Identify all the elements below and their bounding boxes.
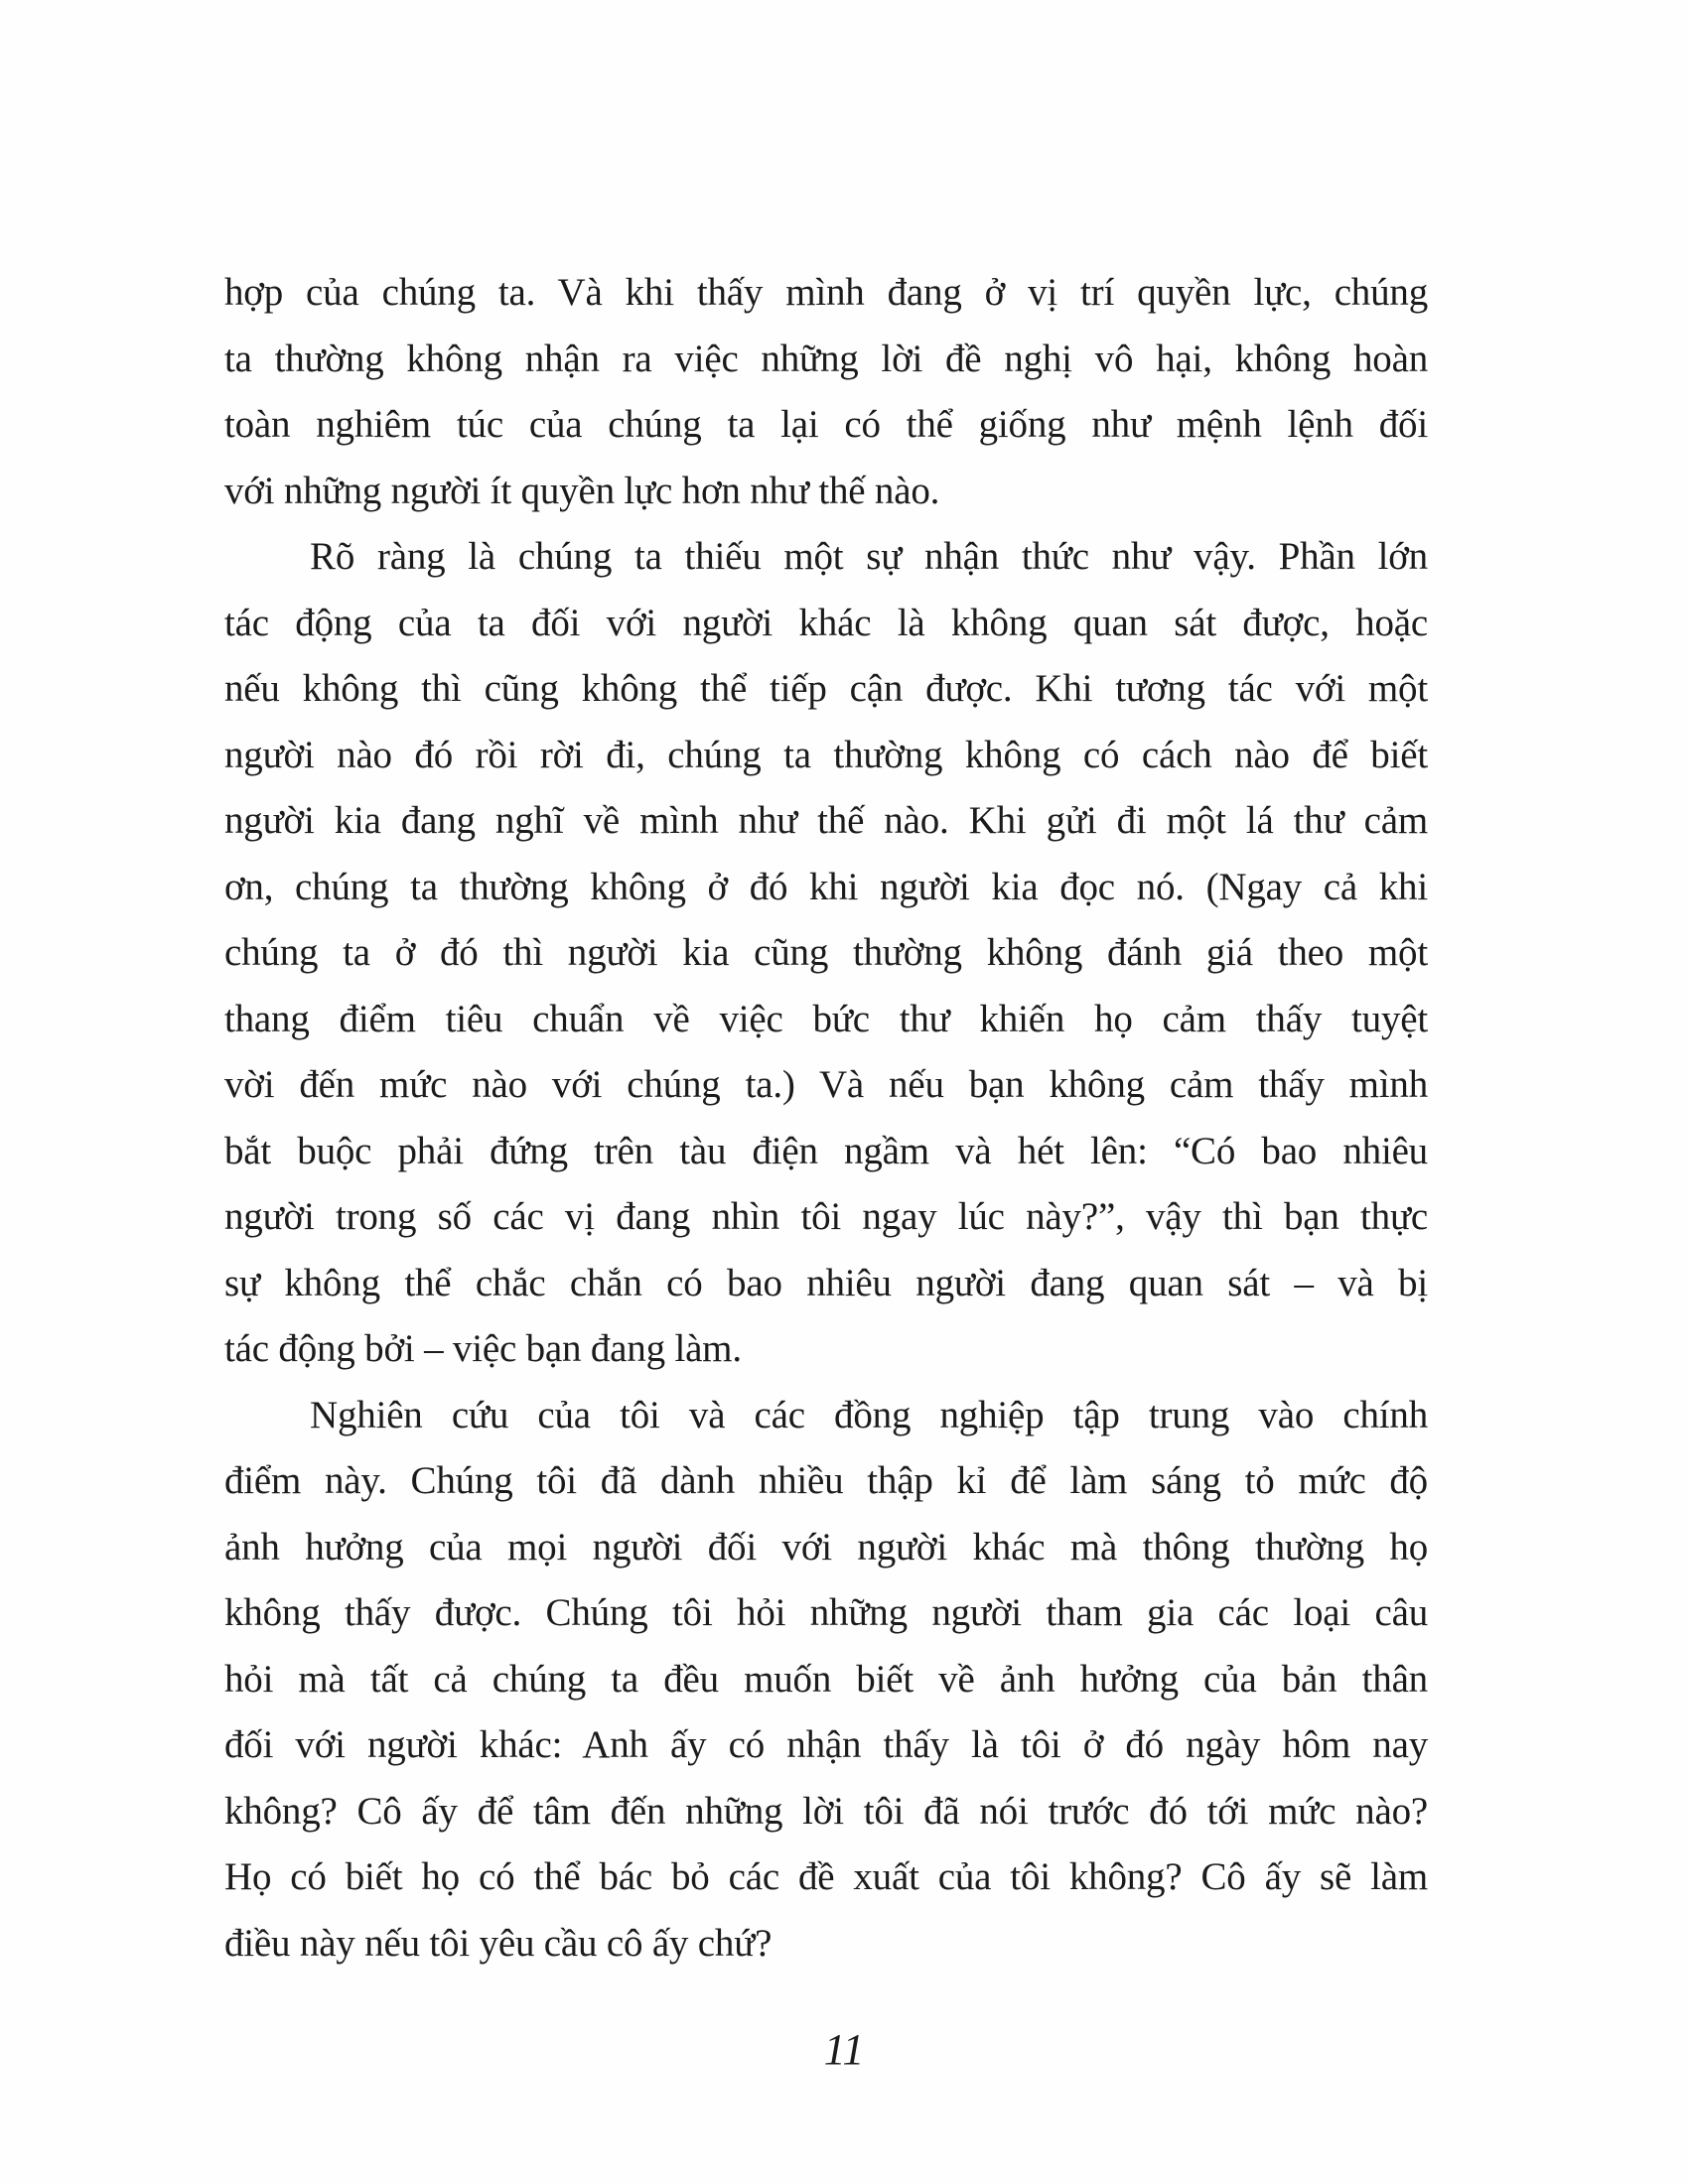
text-line: Họ có biết họ có thể bác bỏ các đề xuất của tôi không? Cô ấy sẽ làm [224,1855,1428,1898]
text-line: hợp của chúng ta. Và khi thấy mình đang ở vị trí quyền lực, chúng [224,271,1428,314]
text-line: hỏi mà tất cả chúng ta đều muốn biết về ảnh hưởng của bản thân [224,1657,1428,1701]
paragraph [224,524,1428,1383]
text-line: không? Cô ấy để tâm đến những lời tôi đã nói trước đó tới mức nào? [224,1789,1428,1833]
page-number: 11 [823,2025,865,2074]
text-line: chúng ta ở đó thì người kia cũng thường không đánh giá theo một [224,931,1428,974]
text-line: tác động của ta đối với người khác là không quan sát được, hoặc [224,601,1428,644]
text-line: thang điểm tiêu chuẩn về việc bức thư khiến họ cảm thấy tuyệt [224,997,1428,1040]
text-line: toàn nghiêm túc của chúng ta lại có thể giống như mệnh lệnh đối [224,403,1428,446]
text-line: đối với người khác: Anh ấy có nhận thấy là tôi ở đó ngày hôm nay [224,1723,1428,1766]
text-line: người nào đó rồi rời đi, chúng ta thường không có cách nào để biết [224,733,1428,776]
text-line: Rõ ràng là chúng ta thiếu một sự nhận thức như vậy. Phần lớn [310,535,1428,578]
text-line: vời đến mức nào với chúng ta.) Và nếu bạn không cảm thấy mình [224,1063,1428,1106]
text-line: nếu không thì cũng không thể tiếp cận được. Khi tương tác với một [224,667,1428,710]
text-line: Nghiên cứu của tôi và các đồng nghiệp tập trung vào chính [310,1393,1428,1436]
text-line: điểm này. Chúng tôi đã dành nhiều thập kỉ để làm sáng tỏ mức độ [224,1459,1428,1502]
text-line: không thấy được. Chúng tôi hỏi những người tham gia các loại câu [224,1591,1428,1634]
text-line: người trong số các vị đang nhìn tôi ngay lúc này?”, vậy thì bạn thực [224,1195,1428,1238]
text-block [224,260,1428,1977]
paragraph [224,260,1428,524]
text-line: bắt buộc phải đứng trên tàu điện ngầm và hét lên: “Có bao nhiêu [224,1129,1428,1172]
text-line: người kia đang nghĩ về mình như thế nào. Khi gửi đi một lá thư cảm [224,799,1428,842]
paragraph [224,1383,1428,1978]
text-line: tác động bởi – việc bạn đang làm. [224,1327,742,1370]
text-line: sự không thể chắc chắn có bao nhiêu người đang quan sát – và bị [224,1261,1428,1304]
text-line: ơn, chúng ta thường không ở đó khi người kia đọc nó. (Ngay cả khi [224,865,1428,908]
text-line: với những người ít quyền lực hơn như thế nào. [224,469,940,512]
text-line: ta thường không nhận ra việc những lời đề nghị vô hại, không hoàn [224,337,1428,380]
text-line: điều này nếu tôi yêu cầu cô ấy chứ? [224,1921,773,1965]
text-line: ảnh hưởng của mọi người đối với người khác mà thông thường họ [224,1525,1428,1569]
